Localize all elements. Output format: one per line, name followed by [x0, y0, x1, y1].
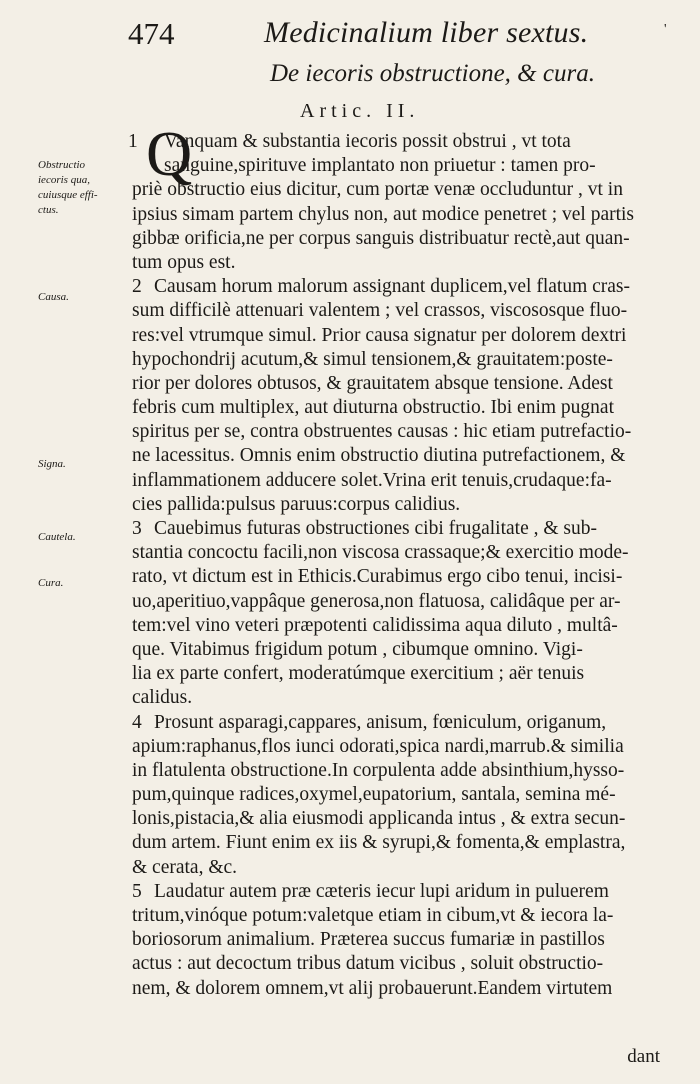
line-text: lia ex parte confert, moderatúmque exercitium ; aër tenuis	[132, 663, 585, 685]
text-line	[132, 251, 680, 275]
line-text: actus : aut decoctum tribus datum vicibus , soluit obstructio-	[132, 953, 604, 975]
line-text: Causam horum malorum assignant duplicem,vel flatum cras-	[154, 276, 631, 298]
text-line	[132, 928, 680, 952]
line-text: tritum,vinóque potum:valetque etiam in cibum,vt & iecora la-	[132, 905, 614, 926]
text-line	[132, 735, 680, 759]
paragraph-number: 1	[128, 131, 138, 152]
text-line	[132, 759, 680, 783]
paragraph-number: 2	[132, 276, 142, 298]
line-text: dum artem. Fiunt enim ex iis & syrupi,& fomenta,& emplastra,	[132, 832, 626, 854]
text-line	[132, 299, 680, 323]
line-text: uo,aperitiuo,vappâque generosa,non flatuosa, calidâque per ar-	[132, 590, 621, 612]
text-line	[132, 469, 680, 493]
line-text: lonis,pistacia,& alia eiusmodi applicanda intus , & extra secun-	[132, 808, 626, 830]
sidenote-line: ctus.	[38, 204, 59, 216]
line-text: hypochondrij acutum,& simul tensionem,& grauitatem:poste-	[132, 348, 613, 370]
text-line	[132, 203, 680, 227]
line-text: Cauebimus futuras obstructiones cibi frugalitate , & sub-	[154, 518, 597, 539]
sidenote-line: Cautela.	[38, 531, 76, 543]
text-line	[132, 444, 680, 468]
line-text: in flatulenta obstructione.In corpulenta adde absinthium,hysso-	[132, 759, 625, 781]
text-line	[132, 904, 680, 928]
line-text: Prosunt asparagi,cappares, anisum, fœniculum, origanum,	[154, 711, 607, 733]
text-line	[132, 227, 680, 251]
line-text: nem, & dolorem omnem,vt alij probauerunt.Eandem virtutem	[132, 977, 613, 999]
text-line	[132, 662, 680, 686]
line-text: tem:vel vino veteri præpotenti calidissima aqua diluto , multâ-	[132, 614, 618, 636]
line-text: Laudatur autem præ cæteris iecur lupi aridum in puluerem	[154, 880, 609, 902]
drop-cap: Q	[146, 118, 193, 189]
body-text	[128, 130, 680, 1001]
line-text: calidus.	[132, 687, 193, 709]
text-line	[132, 517, 680, 541]
sidenote-line: cuiusque effi-	[38, 189, 98, 201]
text-line	[132, 565, 680, 589]
line-text: sum difficilè attenuari valentem ; vel crassos, viscososque fluo-	[132, 300, 628, 322]
sidenote-line: Obstructio	[38, 159, 86, 171]
line-text: & cerata, &c.	[132, 856, 238, 878]
text-line	[132, 348, 680, 372]
text-line	[132, 154, 680, 178]
corner-mark: '	[664, 22, 667, 37]
chapter-title: De iecoris obstructione, & cura.	[270, 60, 595, 87]
sidenote-signa	[38, 457, 128, 472]
sidenote-cura	[38, 576, 128, 591]
paragraph-number: 3	[132, 518, 142, 539]
text-line	[132, 783, 680, 807]
line-text: rato, vt dictum est in Ethicis.Curabimus ergo cibo tenui, incisi-	[132, 566, 623, 588]
line-text: stantia concoctu facili,non viscosa crassaque;& exercitio mode-	[132, 542, 629, 564]
line-text: pum,quinque radices,oxymel,eupatorium, santala, semina mé-	[132, 784, 616, 806]
running-head	[112, 14, 672, 54]
line-text: que. Vitabimus frigidum potum , cibumque omnino. Vigi-	[132, 638, 583, 660]
line-text: apium:raphanus,flos iunci odorati,spica nardi,marrub.& similia	[132, 735, 624, 757]
line-text: boriosorum animalium. Præterea succus fumariæ in pastillos	[132, 929, 605, 951]
text-line	[132, 977, 680, 1001]
book-title: Medicinalium liber sextus.	[264, 16, 589, 49]
text-line	[132, 952, 680, 976]
line-text: Vanquam & substantia iecoris possit obstrui , vt tota	[164, 131, 571, 152]
line-text: priè obstructio eius dicitur, cum portæ venæ occluduntur , vt in	[132, 179, 623, 201]
line-text: spiritus per se, contra obstruentes causas : hic etiam putrefactio-	[132, 421, 632, 443]
line-text: ne lacessitus. Omnis enim obstructio diutina putrefactionem, &	[132, 445, 626, 467]
line-text: rior per dolores obtusos, & grauitatem absque tensione. Adest	[132, 372, 613, 394]
sidenote-cautela	[38, 530, 128, 545]
text-line	[132, 541, 680, 565]
text-line	[132, 686, 680, 710]
line-text: ipsius simam partem chylus non, aut modice penetret ; vel partis	[132, 203, 635, 225]
sidenote-obstructio	[38, 158, 128, 218]
sidenote-line: Causa.	[38, 291, 69, 303]
text-line	[132, 831, 680, 855]
line-text: cies pallida:pulsus paruus:corpus calidius.	[132, 493, 461, 515]
text-line	[132, 493, 680, 517]
text-line	[132, 856, 680, 880]
line-text: res:vel vtrumque simul. Prior causa signatur per dolorem dextri	[132, 324, 627, 346]
line-text: sanguine,spirituve implantato non priuetur : tamen pro-	[164, 155, 596, 177]
sidenote-causa	[38, 290, 128, 305]
text-line	[132, 396, 680, 420]
paragraph-number: 5	[132, 880, 142, 902]
text-line	[132, 614, 680, 638]
catchword: dant	[627, 1046, 660, 1067]
text-line	[132, 711, 680, 735]
line-text: gibbæ orificia,ne per corpus sanguis distribuatur rectè,aut quan-	[132, 227, 630, 249]
text-line	[132, 807, 680, 831]
text-line	[132, 372, 680, 396]
sidenote-line: Cura.	[38, 577, 64, 589]
paragraph-number: 4	[132, 711, 142, 733]
line-text: inflammationem adducere solet.Vrina erit tenuis,crudaque:fa-	[132, 469, 612, 491]
line-text: febris cum multiplex, aut diuturna obstructio. Ibi enim pugnat	[132, 397, 614, 419]
line-text: tum opus est.	[132, 251, 236, 273]
sidenote-line: Signa.	[38, 458, 66, 470]
text-line	[132, 178, 680, 202]
text-line	[128, 130, 680, 154]
sidenote-line: iecoris qua,	[38, 174, 90, 186]
text-line	[132, 420, 680, 444]
text-line	[132, 590, 680, 614]
text-line	[132, 324, 680, 348]
article-heading: Artic. II.	[300, 100, 420, 122]
text-line	[132, 638, 680, 662]
text-line	[132, 275, 680, 299]
text-line	[132, 880, 680, 904]
page-number: 474	[128, 16, 175, 51]
